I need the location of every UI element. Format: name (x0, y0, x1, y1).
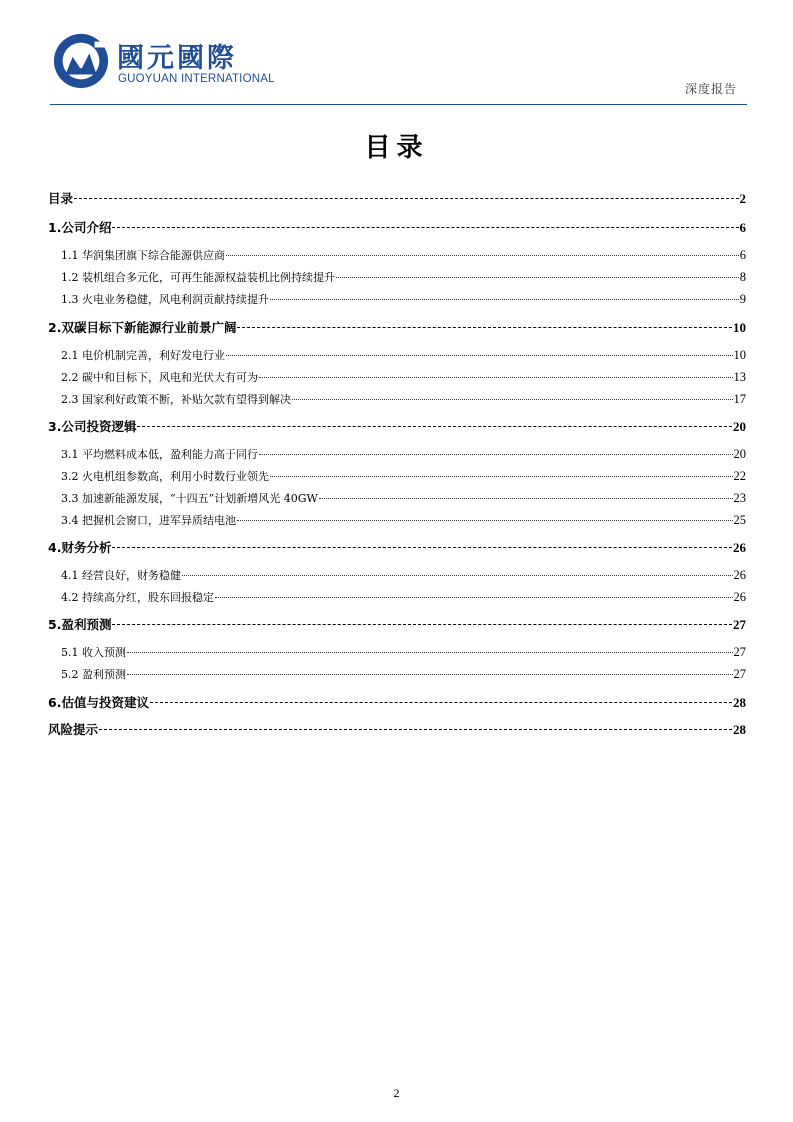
toc-entry-label: 2.2 碳中和目标下，风电和光伏大有可为 (61, 371, 258, 384)
toc-entry-section[interactable] (48, 291, 746, 307)
toc-entry-label: 1.公司介绍 (48, 220, 112, 235)
brand-name-cn: 國元國際 (117, 43, 237, 74)
toc-entry-label: 2.1 电价机制完善，利好发电行业 (61, 349, 225, 362)
toc-entry-chapter[interactable] (48, 218, 746, 236)
toc-entry-chapter[interactable] (48, 318, 746, 336)
toc-entry-chapter[interactable] (48, 615, 746, 633)
toc-entry-page: 23 (733, 491, 746, 505)
toc-entry-section[interactable] (48, 567, 746, 583)
toc-entry-chapter[interactable] (48, 720, 746, 738)
toc-leader-dots (112, 547, 732, 548)
toc-entry-label: 6.估值与投资建议 (48, 695, 149, 710)
toc-entry-label: 3.4 把握机会窗口，进军异质结电池 (61, 514, 236, 527)
toc-entry-page: 6 (739, 220, 746, 235)
toc-leader-dots (112, 227, 738, 228)
toc-entry-label: 5.1 收入预测 (61, 646, 126, 659)
toc-leader-dots (150, 702, 732, 703)
toc-entry-label: 2.双碳目标下新能源行业前景广阔 (48, 320, 237, 335)
toc-entry-section[interactable] (48, 391, 746, 407)
toc-leader-dots (270, 476, 733, 477)
toc-entry-page: 2 (739, 191, 746, 206)
toc-entry-page: 8 (739, 270, 746, 284)
toc-entry-page: 27 (733, 617, 746, 632)
toc-entry-page: 25 (733, 513, 746, 527)
toc-entry-label: 5.盈利预测 (48, 617, 112, 632)
toc-entry-label: 1.2 装机组合多元化，可再生能源权益装机比例持续提升 (61, 271, 335, 284)
toc-leader-dots (226, 355, 733, 356)
header-divider (50, 104, 747, 105)
toc-entry-page: 28 (733, 722, 746, 737)
toc-leader-dots (127, 652, 733, 653)
toc-entry-label: 4.1 经营良好，财务稳健 (61, 569, 181, 582)
toc-entry-section[interactable] (48, 269, 746, 285)
toc-entry-section[interactable] (48, 468, 746, 484)
toc-entry-page: 27 (733, 645, 746, 659)
toc-entry-label: 3.公司投资逻辑 (48, 419, 137, 434)
toc-leader-dots (99, 729, 732, 730)
toc-leader-dots (182, 575, 733, 576)
toc-entry-section[interactable] (48, 446, 746, 462)
toc-entry-page: 6 (739, 248, 746, 262)
toc-entry-page: 20 (733, 419, 746, 434)
toc-entry-label: 1.3 火电业务稳健，风电利润贡献持续提升 (61, 293, 269, 306)
page-header (50, 30, 747, 106)
toc-entry-label: 3.1 平均燃料成本低，盈利能力高于同行 (61, 448, 258, 461)
toc-entry-chapter[interactable] (48, 693, 746, 711)
toc-entry-label: 3.3 加速新能源发展，“十四五”计划新增风光 40GW (61, 492, 318, 505)
toc-entry-section[interactable] (48, 512, 746, 528)
toc-leader-dots (336, 277, 739, 278)
toc-entry-page: 10 (733, 320, 746, 335)
toc-entry-label: 4.财务分析 (48, 540, 112, 555)
toc-leader-dots (137, 426, 732, 427)
toc-entry-page: 26 (733, 590, 746, 604)
toc-entry-label: 2.3 国家利好政策不断，补贴欠款有望得到解决 (61, 393, 291, 406)
toc-entry-label: 目录 (48, 191, 74, 206)
report-type-label: 深度报告 (684, 82, 737, 96)
toc-leader-dots (292, 399, 733, 400)
toc-leader-dots (237, 520, 733, 521)
toc-entry-section[interactable] (48, 490, 746, 506)
toc-entry-label: 4.2 持续高分红，股东回报稳定 (61, 591, 214, 604)
toc-entry-page: 26 (733, 540, 746, 555)
toc-entry-label: 5.2 盈利预测 (61, 668, 126, 681)
toc-leader-dots (319, 498, 733, 499)
toc-entry-chapter[interactable] (48, 538, 746, 556)
toc-entry-section[interactable] (48, 247, 746, 263)
toc-entry-section[interactable] (48, 369, 746, 385)
toc-entry-section[interactable] (48, 347, 746, 363)
toc-entry-section[interactable] (48, 644, 746, 660)
toc-entry-page: 27 (733, 667, 746, 681)
guoyuan-logo-icon (52, 32, 110, 90)
toc-leader-dots (112, 624, 732, 625)
page-number: 2 (393, 1086, 400, 1100)
toc-entry-page: 26 (733, 568, 746, 582)
toc-entry-page: 10 (733, 348, 746, 362)
toc-leader-dots (259, 377, 733, 378)
toc-entry-page: 13 (733, 370, 746, 384)
toc-entry-label: 风险提示 (48, 722, 99, 737)
toc-entry-chapter[interactable] (48, 189, 746, 207)
toc-entry-label: 1.1 华润集团旗下综合能源供应商 (61, 249, 225, 262)
toc-entry-page: 28 (733, 695, 746, 710)
toc-entry-label: 3.2 火电机组参数高，利用小时数行业领先 (61, 470, 269, 483)
page-title: 目录 (364, 133, 429, 163)
toc-leader-dots (74, 198, 738, 199)
toc-entry-page: 17 (733, 392, 746, 406)
toc-entry-section[interactable] (48, 666, 746, 682)
toc-leader-dots (259, 454, 733, 455)
toc-entry-page: 20 (733, 447, 746, 461)
toc-leader-dots (127, 674, 733, 675)
toc-leader-dots (226, 255, 739, 256)
toc-entry-page: 9 (739, 292, 746, 306)
toc-entry-section[interactable] (48, 589, 746, 605)
toc-entry-chapter[interactable] (48, 417, 746, 435)
toc-leader-dots (237, 327, 732, 328)
toc-leader-dots (215, 597, 733, 598)
brand-name-en: GUOYUAN INTERNATIONAL (118, 73, 275, 85)
toc-leader-dots (270, 299, 739, 300)
toc-entry-page: 22 (733, 469, 746, 483)
